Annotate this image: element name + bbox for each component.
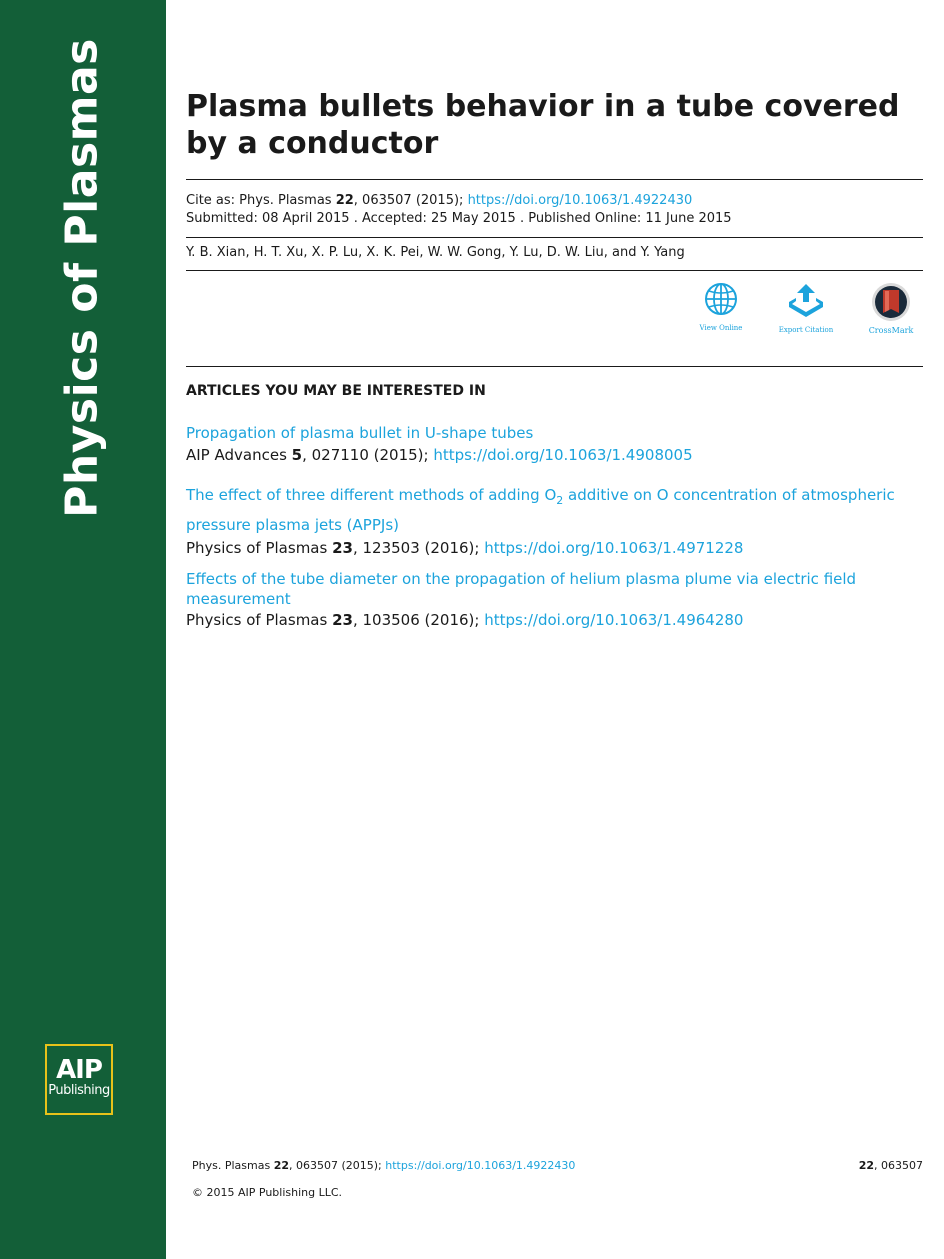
related-article-title[interactable] — [186, 483, 923, 537]
globe-icon — [704, 282, 738, 316]
aip-publishing-logo[interactable] — [45, 1044, 113, 1115]
article-title: Plasma bullets behavior in a tube covered by a conductor — [186, 89, 900, 161]
footer-citation — [192, 1159, 575, 1172]
related-article — [186, 569, 923, 631]
view-online-button[interactable] — [686, 282, 756, 332]
tool-label: View Online — [699, 324, 743, 332]
journal-name: Physics of Plasmas — [56, 38, 108, 518]
footer-doi-link[interactable]: https://doi.org/10.1063/1.4922430 — [385, 1159, 576, 1172]
dates-line: Submitted: 08 April 2015 . Accepted: 25 May 2015 . Published Online: 11 June 2015 — [186, 211, 732, 226]
divider — [186, 366, 923, 367]
related-journal: Physics of Plasmas — [186, 611, 333, 629]
divider — [186, 237, 923, 238]
footer-copyright: © 2015 AIP Publishing LLC. — [192, 1186, 343, 1199]
related-article-title[interactable]: Effects of the tube diameter on the propagation of helium plasma plume via electric field measurement — [186, 570, 857, 608]
authors-line: Y. B. Xian, H. T. Xu, X. P. Lu, X. K. Pei, W. W. Gong, Y. Lu, D. W. Liu, and Y. Yang — [186, 245, 685, 260]
cite-volume: 22 — [335, 193, 354, 208]
related-article — [186, 483, 923, 559]
title-part: additive on O concentration of atmospheric pressure plasma jets (APPJs) — [186, 486, 895, 534]
export-citation-button[interactable] — [771, 282, 841, 334]
divider — [186, 179, 923, 180]
related-article-citation — [186, 609, 923, 631]
related-article — [186, 422, 923, 466]
related-article-citation — [186, 444, 923, 466]
footer-cite-rest: , 063507 (2015); — [289, 1159, 386, 1172]
cite-rest: , 063507 (2015); — [353, 193, 468, 208]
tool-label: Export Citation — [778, 326, 834, 334]
related-volume: 23 — [332, 539, 353, 557]
footer-page-volume: 22 — [858, 1159, 875, 1172]
related-volume: 23 — [332, 611, 353, 629]
related-doi-link[interactable]: https://doi.org/10.1063/1.4971228 — [484, 539, 744, 557]
related-doi-link[interactable]: https://doi.org/10.1063/1.4964280 — [484, 611, 744, 629]
cite-prefix: Cite as: Phys. Plasmas — [186, 193, 336, 208]
logo-line2: Publishing — [48, 1083, 110, 1098]
related-article-title[interactable]: Propagation of plasma bullet in U-shape tubes — [186, 424, 534, 442]
title-subscript: 2 — [556, 494, 564, 507]
footer-cite-prefix: Phys. Plasmas — [192, 1159, 274, 1172]
related-volume: 5 — [291, 446, 303, 464]
divider — [186, 270, 923, 271]
related-heading: ARTICLES YOU MAY BE INTERESTED IN — [186, 383, 486, 399]
article-tools — [186, 282, 923, 342]
related-cite-rest: , 103506 (2016); — [352, 611, 485, 629]
tool-label: CrossMark — [868, 326, 914, 335]
title-part: The effect of three different methods of adding O — [186, 486, 557, 504]
related-journal: AIP Advances — [186, 446, 292, 464]
footer-page-rest: , 063507 — [874, 1159, 923, 1172]
article-doi-link[interactable]: https://doi.org/10.1063/1.4922430 — [467, 193, 693, 208]
citation-line — [186, 192, 692, 210]
related-cite-rest: , 027110 (2015); — [302, 446, 434, 464]
related-cite-rest: , 123503 (2016); — [352, 539, 485, 557]
crossmark-button[interactable] — [856, 282, 926, 335]
related-journal: Physics of Plasmas — [186, 539, 333, 557]
crossmark-icon — [871, 282, 911, 322]
related-article-citation — [186, 537, 923, 559]
logo-line1: AIP — [56, 1055, 102, 1085]
export-icon — [786, 282, 826, 318]
footer-cite-volume: 22 — [273, 1159, 289, 1172]
footer-page-number — [859, 1159, 923, 1172]
related-doi-link[interactable]: https://doi.org/10.1063/1.4908005 — [433, 446, 693, 464]
journal-sidebar — [0, 0, 166, 1259]
